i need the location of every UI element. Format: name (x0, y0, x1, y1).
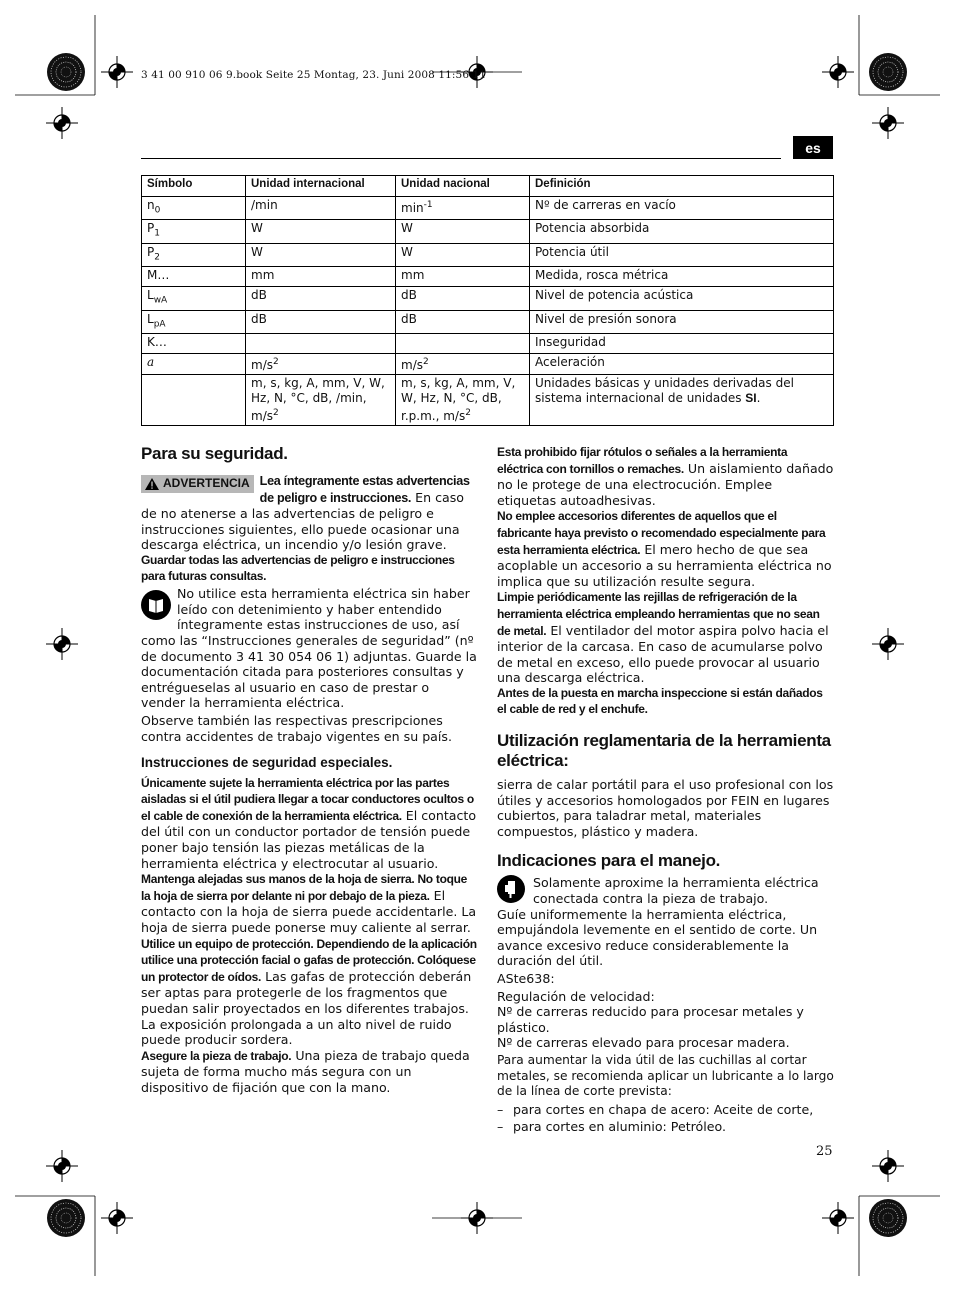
r2-text: El mero hecho de que sea acoplable un accesorio a su herramienta eléctrica no implica que su utilización resulte segura. (497, 541, 832, 589)
speed-high: Nº de carreras elevado para procesar madera. (497, 1035, 790, 1051)
col-symbol: Símbolo (142, 176, 246, 197)
units-table (141, 175, 834, 426)
table-row (142, 353, 834, 374)
list-item (497, 1119, 834, 1135)
left-column (141, 444, 477, 1096)
table-row (142, 267, 834, 287)
speed-label: Regulación de velocidad: (497, 988, 655, 1004)
cell-national-unit: dB (396, 287, 530, 310)
speed-low: Nº de carreras reducido para procesar metales y plástico. (497, 1004, 804, 1035)
cell-national-unit (396, 333, 530, 353)
warning-text: En caso de no atenerse a las advertencias de peligro e instrucciones siguientes, ello puede ocasionar una descarga eléctrica, un incendio y/o lesión grave. (141, 489, 464, 553)
table-row (142, 220, 834, 243)
table-row (142, 287, 834, 310)
cell-intl-unit: m, s, kg, A, mm, V, W, Hz, N, °C, dB, /min, $m/s^2$ (246, 374, 396, 425)
cell-definition: Nº de carreras en vacío (530, 197, 834, 220)
cell-definition: Potencia útil (530, 243, 834, 266)
table-header-row (142, 176, 834, 197)
cell-symbol (142, 374, 246, 425)
cell-intl-unit: W (246, 220, 396, 243)
p3-bold: Utilice un equipo de protección. Dependiendo de la aplicación utilice una protección facial o gafas de protección. Colóquese un protector de oídos. (141, 936, 477, 984)
r1-bold: Esta prohibido fijar rótulos o señales a la herramienta eléctrica con tornillos o remaches. (497, 445, 788, 476)
p4-text: Una pieza de trabajo queda sujeta de forma mucho más segura con un dispositivo de fijación que con la mano. (141, 1047, 470, 1095)
cell-definition: Inseguridad (530, 333, 834, 353)
use-text: sierra de calar portátil para el uso profesional con los útiles y accesorios homologados por FEIN en lugares cubiertos, para taladrar metal, materiales compuestos, plástico y madera. (497, 777, 834, 839)
cell-symbol: $L_{wA}$ (142, 287, 246, 310)
table-row (142, 333, 834, 353)
safety-heading: Para su seguridad. (141, 444, 288, 463)
r3-text: El ventilador del motor aspira polvo hacia el interior de la carcasa. En caso de acumularse polvo de metal en exceso, ello puede provocar al usuario una descarga eléctrica. (497, 622, 829, 686)
p2-text: El contacto con la hoja de sierra puede accidentarle. La hoja de sierra puede ponerse muy caliente al serrar. (141, 887, 477, 936)
cell-definition: Unidades básicas y unidades derivadas del sistema internacional de unidades SI. (530, 374, 834, 425)
cell-intl-unit: dB (246, 287, 396, 310)
dash-bullet: – (497, 1119, 504, 1135)
keep-instructions: Guardar todas las advertencias de peligro e instrucciones para futuras consultas. (141, 552, 455, 583)
cell-intl-unit (246, 333, 396, 353)
file-info-line: 3 41 00 910 06 9.book Seite 25 Montag, 23. Juni 2008 11:56 11 (141, 69, 487, 81)
cell-symbol: a (142, 353, 246, 374)
hand-block (497, 875, 834, 906)
language-badge: es (793, 136, 833, 159)
p1-text: El contacto del útil con un conductor portador de tensión puede poner bajo tensión las piezas metálicas de la herramienta eléctrica y electrocutar al usuario. (141, 807, 477, 871)
special-heading: Instrucciones de seguridad especiales. (141, 755, 393, 771)
r1-text: Un aislamiento dañado no le protege de una electrocución. Emplee etiquetas autoadhesivas. (497, 460, 834, 508)
warning-block (141, 473, 477, 553)
cell-symbol: M… (142, 267, 246, 287)
guide-text: Guíe uniformemente la herramienta eléctrica, empujándola levemente en el sentido de corte. Un avance excesivo reduce considerablemente la duración del útil. (497, 906, 818, 969)
list-item-steel: para cortes en chapa de acero: Aceite de corte, (513, 1101, 814, 1117)
handling-heading: Indicaciones para el manejo. (497, 851, 721, 871)
cell-national-unit: $\min^{-1}$ (396, 197, 530, 220)
cell-definition: Nivel de presión sonora (530, 310, 834, 333)
use-heading: Utilización reglamentaria de la herramienta eléctrica: (497, 731, 831, 771)
warning-label: ADVERTENCIA (163, 476, 250, 490)
col-definition: Definición (530, 176, 834, 197)
cell-symbol: $P_1$ (142, 220, 246, 243)
r4-bold: Antes de la puesta en marcha inspeccione si están dañados el cable de red y el enchufe. (497, 685, 823, 716)
cell-national-unit: dB (396, 310, 530, 333)
top-rule (141, 158, 781, 159)
r3-bold: Limpie periódicamente las rejillas de refrigeración de la herramienta eléctrica empleando herramientas que no sean de metal. (497, 590, 820, 638)
p3-text: Las gafas de protección deberán ser aptas para protegerle de los fragmentos que puedan salir proyectados en los diferentes trabajos. La exposición prolongada a un alto nivel de ruido puede producir sordera. (141, 968, 472, 1048)
cell-symbol: $n_0$ (142, 197, 246, 220)
cell-definition: Potencia absorbida (530, 220, 834, 243)
lube-text: Para aumentar la vida útil de las cuchillas al cortar metales, se recomienda aplicar un lubricante a lo largo de la línea de corte prevista: (497, 1053, 834, 1099)
cell-intl-unit: $m/s^2$ (246, 353, 396, 374)
cell-intl-unit: /min (246, 197, 396, 220)
r2-bold: No emplee accesorios diferentes de aquellos que el fabricante haya previsto o recomendado especialmente para esta herramienta eléctrica. (497, 509, 826, 557)
table-row (142, 197, 834, 220)
col-intl-unit: Unidad internacional (246, 176, 396, 197)
table-row (142, 243, 834, 266)
table-row (142, 374, 834, 425)
warning-triangle-icon (145, 478, 159, 490)
cell-intl-unit: mm (246, 267, 396, 287)
cell-symbol: K… (142, 333, 246, 353)
p1-bold: Únicamente sujete la herramienta eléctrica por las partes aisladas si el útil pudiera llegar a tocar conductores ocultos o el cable de conexión de la herramienta eléctrica. (141, 775, 474, 823)
cell-national-unit: W (396, 243, 530, 266)
list-item-aluminum: para cortes en aluminio: Petróleo. (513, 1119, 726, 1135)
cell-intl-unit: W (246, 243, 396, 266)
p4-bold: Asegure la pieza de trabajo. (141, 1048, 292, 1063)
col-national-unit: Unidad nacional (396, 176, 530, 197)
hand-icon-text: Solamente aproxime la herramienta eléctrica conectada contra la pieza de trabajo. (533, 875, 819, 907)
page-number: 25 (816, 1144, 833, 1159)
observe-text: Observe también las respectivas prescripciones contra accidentes de trabajo vigentes en su país. (141, 712, 452, 744)
book-block (141, 586, 477, 711)
cell-symbol: $P_2$ (142, 243, 246, 266)
cell-definition: Medida, rosca métrica (530, 267, 834, 287)
model-text: ASte638: (497, 971, 555, 987)
p2-bold: Mantenga alejadas sus manos de la hoja de sierra. No toque la hoja de sierra por delante ni por debajo de la pieza. (141, 872, 468, 903)
dash-bullet: – (497, 1101, 504, 1117)
cell-national-unit: mm (396, 267, 530, 287)
cell-national-unit: m, s, kg, A, mm, V, W, Hz, N, °C, dB, r.p.m., $m/s^2$ (396, 374, 530, 425)
read-manual-icon (141, 590, 171, 620)
book-text: No utilice esta herramienta eléctrica sin haber leído con detenimiento y haber entendido íntegramente estas instrucciones de uso, así como las “Instrucciones generales de seguridad” (nº de documento 3 41 30 054 06 1) adjuntas. Guarde la documentación citada para posteriores consultas y entrégueselas al usuario en caso de prestar o vender la herramienta eléctrica. (141, 586, 477, 711)
cell-national-unit: $m/s^2$ (396, 353, 530, 374)
right-column (497, 444, 834, 1135)
list-item (497, 1102, 834, 1118)
cell-definition: Nivel de potencia acústica (530, 287, 834, 310)
cell-symbol: $L_{pA}$ (142, 310, 246, 333)
warning-bold: Lea íntegramente estas advertencias de peligro e instrucciones. (259, 474, 470, 505)
table-row (142, 310, 834, 333)
cell-intl-unit: dB (246, 310, 396, 333)
cell-national-unit: W (396, 220, 530, 243)
warning-badge (141, 475, 254, 493)
hand-tool-icon (497, 875, 525, 903)
cell-definition: Aceleración (530, 353, 834, 374)
